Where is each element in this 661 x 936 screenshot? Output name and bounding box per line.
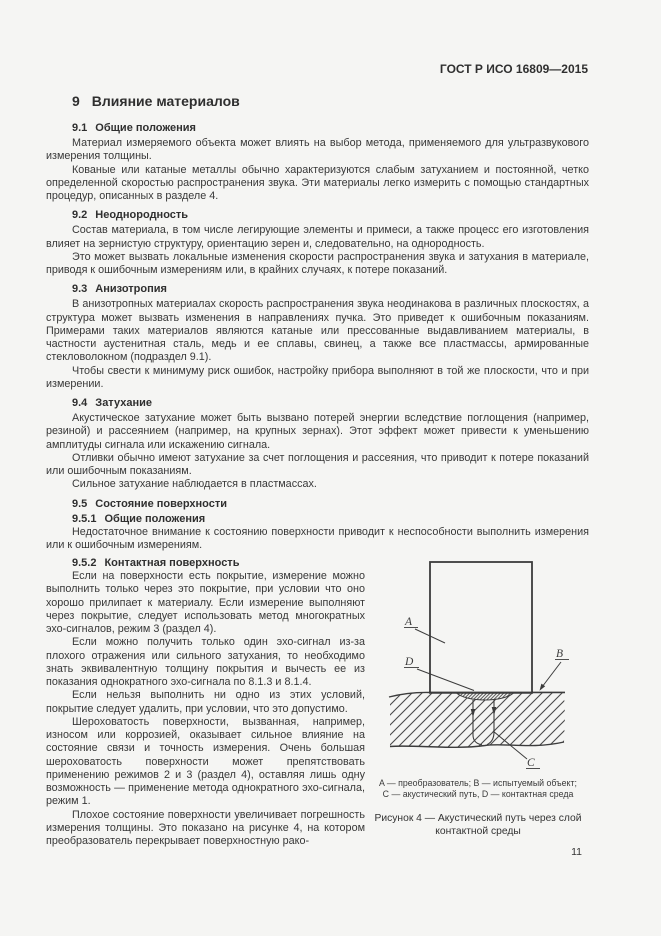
paragraph: Если нельзя выполнить ни одно из этих условий, покрытие следует удалить, при условии, что это допустимо. bbox=[46, 689, 365, 715]
paragraph: Сильное затухание наблюдается в пластмассах. bbox=[72, 478, 317, 491]
subsection-number: 9.4 bbox=[72, 397, 88, 409]
subsection-title: Неоднородность bbox=[95, 209, 189, 222]
section-title: Влияние материалов bbox=[91, 93, 240, 109]
section-heading-9 bbox=[72, 93, 589, 109]
subsection-number: 9.5.1 bbox=[72, 512, 97, 525]
test-object-body bbox=[390, 692, 565, 747]
figure-column bbox=[367, 554, 589, 838]
paragraph: Если на поверхности есть покрытие, измерение можно выполнить только через это покрытие, при условии что оно хорошо прилипает к материалу. Если измерение выполняют через покрытие, следует использовать метод многократных эхо-сигналов, режим 3 (раздел 4). bbox=[46, 570, 365, 635]
subsection-title: Общие положения bbox=[104, 512, 206, 525]
paragraph: Недостаточное внимание к состоянию поверхности приводит к неспособности выполнить измерения или к ошибочным измерениям. bbox=[46, 525, 589, 551]
paragraph: Если можно получить только один эхо-сигнал из-за плохого отражения или сильного затухания, то необходимо знать эквивалентную толщину покрытия и вычесть ее из показания однократного эхо-сигнала по 8.1.3 и 8.1.4. bbox=[46, 636, 365, 688]
subsection-title: Затухание bbox=[95, 397, 152, 409]
figure-4-diagram bbox=[381, 554, 581, 774]
paragraph: Состав материала, в том числе легирующие элементы и примеси, а также процесс его изготовления влияет на зернистую структуру, ориентацию зерен и, следовательно, на однородность. bbox=[46, 224, 589, 250]
subsection-title: Общие положения bbox=[95, 122, 196, 134]
paragraph: Материал измеряемого объекта может влиять на выбор метода, применяемого для ультразвукового измерения толщины. bbox=[46, 137, 589, 163]
label-d: D bbox=[405, 656, 414, 668]
page-content bbox=[46, 0, 589, 848]
figure-caption-line: контактной среды bbox=[435, 826, 521, 837]
paragraph: Отливки обычно имеют затухание за счет поглощения и рассеяния, что приводит к потере показаний или ошибочным показаниям. bbox=[46, 451, 589, 477]
subsection-heading-9-4 bbox=[72, 397, 589, 409]
paragraph: Шероховатость поверхности, вызванная, например, износом или коррозией, оказывает сильное влияние на состояние связи и точность измерения. Очень большая шероховатость поверхности может препятствовать применению режимов 2 и 3 (раздел 4), оставляя лишь одну возможность — применение метода однократного эхо-сигнала, режим 1. bbox=[46, 715, 365, 808]
paragraph: Это может вызвать локальные изменения скорости распространения звука и затухания в материале, приводя к ошибочным измерениям или, в крайних случаях, к потере показаний. bbox=[46, 250, 589, 276]
paragraph: В анизотропных материалах скорость распространения звука неодинакова в различных плоскостях, а структура может вызвать изменения в направлениях пучка. Это приведет к ошибочным показаниям. Примерами таких материалов являются катаные или прессованные выдавливанием материалы, в частности аустенитная сталь, медь и ее сплавы, свинец, а также все пластмассы, армированные стекловолокном (подраздел 9.1). bbox=[46, 298, 589, 364]
transducer-body bbox=[430, 562, 532, 693]
subsection-heading-9-2 bbox=[72, 209, 589, 221]
subsection-number: 9.1 bbox=[72, 122, 88, 134]
label-c: C bbox=[527, 757, 535, 769]
subsection-number: 9.5 bbox=[72, 497, 88, 510]
subsection-heading-9-1 bbox=[72, 122, 589, 134]
figure-legend-line: A — преобразователь; B — испытуемый объект; bbox=[379, 778, 577, 788]
subsection-title: Состояние поверхности bbox=[95, 497, 228, 510]
subsection-number: 9.3 bbox=[72, 283, 88, 296]
paragraph: Плохое состояние поверхности увеличивает погрешность измерения толщины. Это показано на рисунке 4, на котором преобразователь перекрывает поверхностную рако- bbox=[46, 808, 365, 847]
figure-legend-line: C — акустический путь, D — контактная среда bbox=[382, 788, 574, 799]
paragraph: Акустическое затухание может быть вызвано потерей энергии вследствие поглощения (например, резиной) и рассеянием (например, на крупных зернах). Этот эффект может привести к уменьшению амплитуды сигнала или искажению сигнала. bbox=[46, 412, 589, 451]
subsection-number: 9.5.2 bbox=[72, 557, 97, 569]
two-column-region bbox=[46, 554, 589, 848]
subsection-heading-9-5-2 bbox=[72, 557, 365, 569]
section-number: 9 bbox=[72, 93, 80, 109]
figure-caption bbox=[367, 812, 589, 838]
subsection-title: Анизотропия bbox=[95, 283, 167, 296]
label-b-leader bbox=[542, 662, 561, 687]
subsection-heading-9-5 bbox=[72, 498, 589, 510]
subsection-number: 9.2 bbox=[72, 209, 88, 222]
label-b: B bbox=[556, 648, 564, 660]
standard-reference: ГОСТ Р ИСО 16809—2015 bbox=[439, 62, 588, 76]
paragraph: Кованые или катаные металлы обычно характеризуются слабым затуханием и постоянной, четко определенной скоростью распространения звука. Эти материалы легко измерить с помощью стандартных процедур, описанных в разделе 4. bbox=[46, 163, 589, 202]
figure-legend bbox=[367, 778, 589, 799]
subsection-heading-9-3 bbox=[72, 283, 589, 295]
subsection-heading-9-5-1 bbox=[72, 513, 589, 525]
text-column bbox=[46, 554, 365, 848]
paragraph: Чтобы свести к минимуму риск ошибок, настройку прибора выполняют в той же плоскости, что и при измерении. bbox=[46, 364, 589, 390]
page-number: 11 bbox=[571, 846, 582, 858]
label-a: A bbox=[405, 616, 413, 628]
subsection-title: Контактная поверхность bbox=[104, 557, 240, 569]
figure-caption-line: Рисунок 4 — Акустический путь через слой bbox=[374, 813, 582, 824]
